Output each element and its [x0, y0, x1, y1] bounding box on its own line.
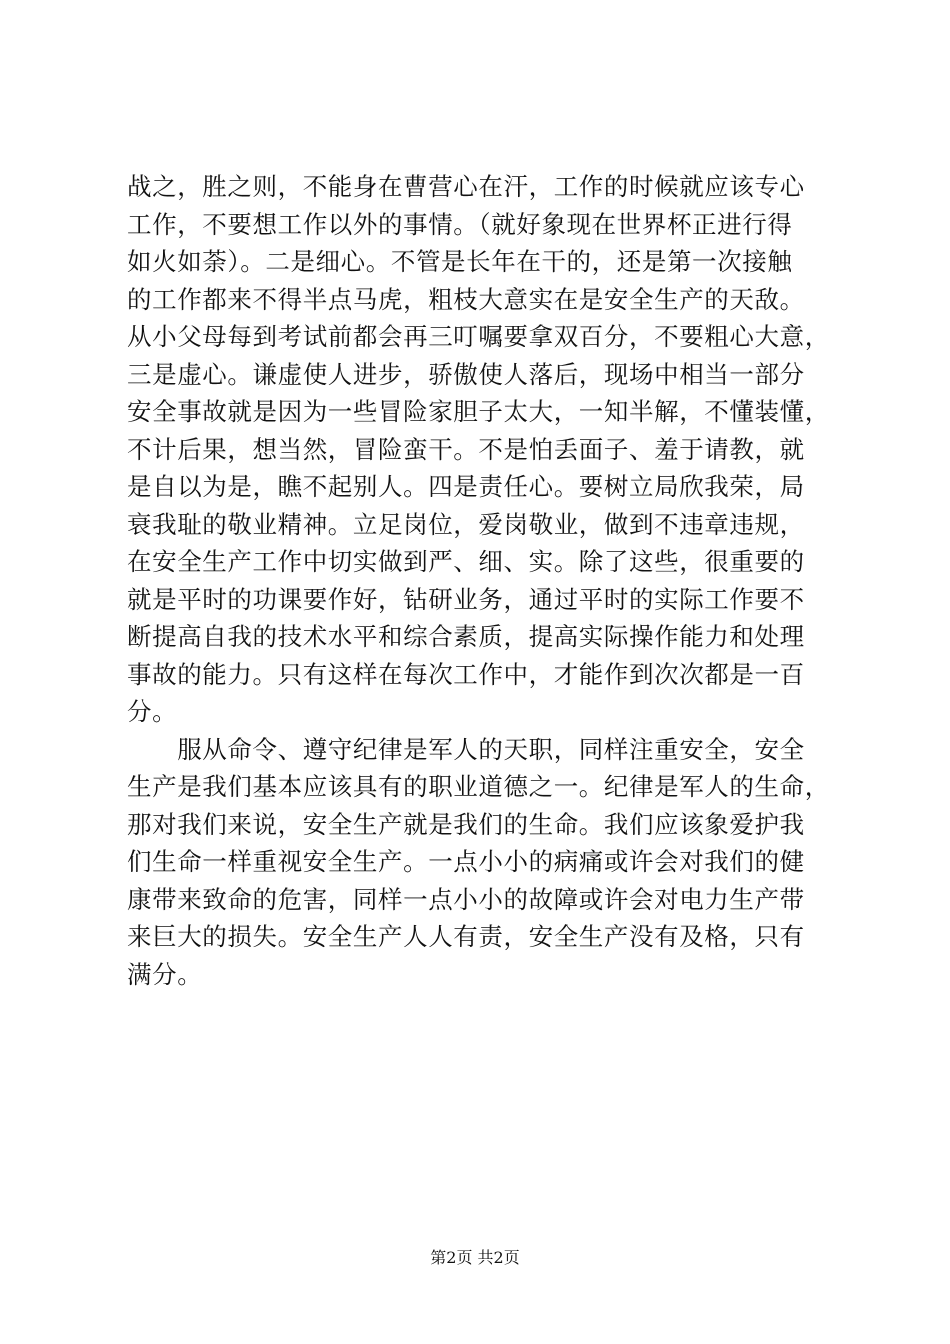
page-number-footer: 第2页 共2页 [430, 1248, 520, 1267]
text-line-2: 工作，不要想工作以外的事情。（就好象现在世界杯正进行得 [127, 209, 793, 239]
text-line-15: 分。 [127, 697, 178, 726]
text-line-19: 们生命一样重视安全生产。一点小小的病痛或许会对我们的健 [127, 847, 805, 876]
text-line-8: 不计后果，想当然，冒险蛮干。不是怕丢面子、羞于请教，就 [127, 434, 805, 464]
text-line-10: 衰我耻的敬业精神。立足岗位，爱岗敬业，做到不违章违规， [127, 509, 805, 539]
text-line-11: 在安全生产工作中切实做到严、细、实。除了这些，很重要的 [127, 547, 805, 576]
document-body [127, 168, 839, 993]
text-line-6: 三是虚心。谦虚使人进步，骄傲使人落后，现场中相当一部分 [127, 359, 805, 389]
text-line-3: 如火如荼）。二是细心。不管是长年在干的，还是第一次接触 [127, 247, 793, 276]
text-line-22: 满分。 [127, 959, 203, 989]
text-line-17: 生产是我们基本应该具有的职业道德之一。纪律是军人的生命， [127, 772, 830, 801]
text-line-18: 那对我们来说，安全生产就是我们的生命。我们应该象爱护我 [127, 809, 805, 839]
text-line-14: 事故的能力。只有这样在每次工作中，才能作到次次都是一百 [127, 659, 805, 689]
text-line-4: 的工作都来不得半点马虎，粗枝大意实在是安全生产的天敌。 [127, 284, 805, 314]
text-line-5: 从小父母每到考试前都会再三叮嘱要拿双百分，不要粗心大意， [127, 322, 830, 351]
text-line-1: 战之，胜之则，不能身在曹营心在汗，工作的时候就应该专心 [127, 172, 805, 201]
text-line-13: 断提高自我的技术水平和综合素质，提高实际操作能力和处理 [127, 622, 805, 651]
text-line-16: 服从命令、遵守纪律是军人的天职，同样注重安全，安全 [127, 734, 805, 764]
text-line-7: 安全事故就是因为一些冒险家胆子太大，一知半解，不懂装懂， [127, 397, 830, 426]
text-line-20: 康带来致命的危害，同样一点小小的故障或许会对电力生产带 [127, 884, 805, 914]
text-line-9: 是自以为是，瞧不起别人。四是责任心。要树立局欣我荣，局 [127, 472, 805, 501]
text-line-21: 来巨大的损失。安全生产人人有责，安全生产没有及格，只有 [127, 922, 805, 951]
text-line-12: 就是平时的功课要作好，钻研业务，通过平时的实际工作要不 [127, 584, 805, 614]
